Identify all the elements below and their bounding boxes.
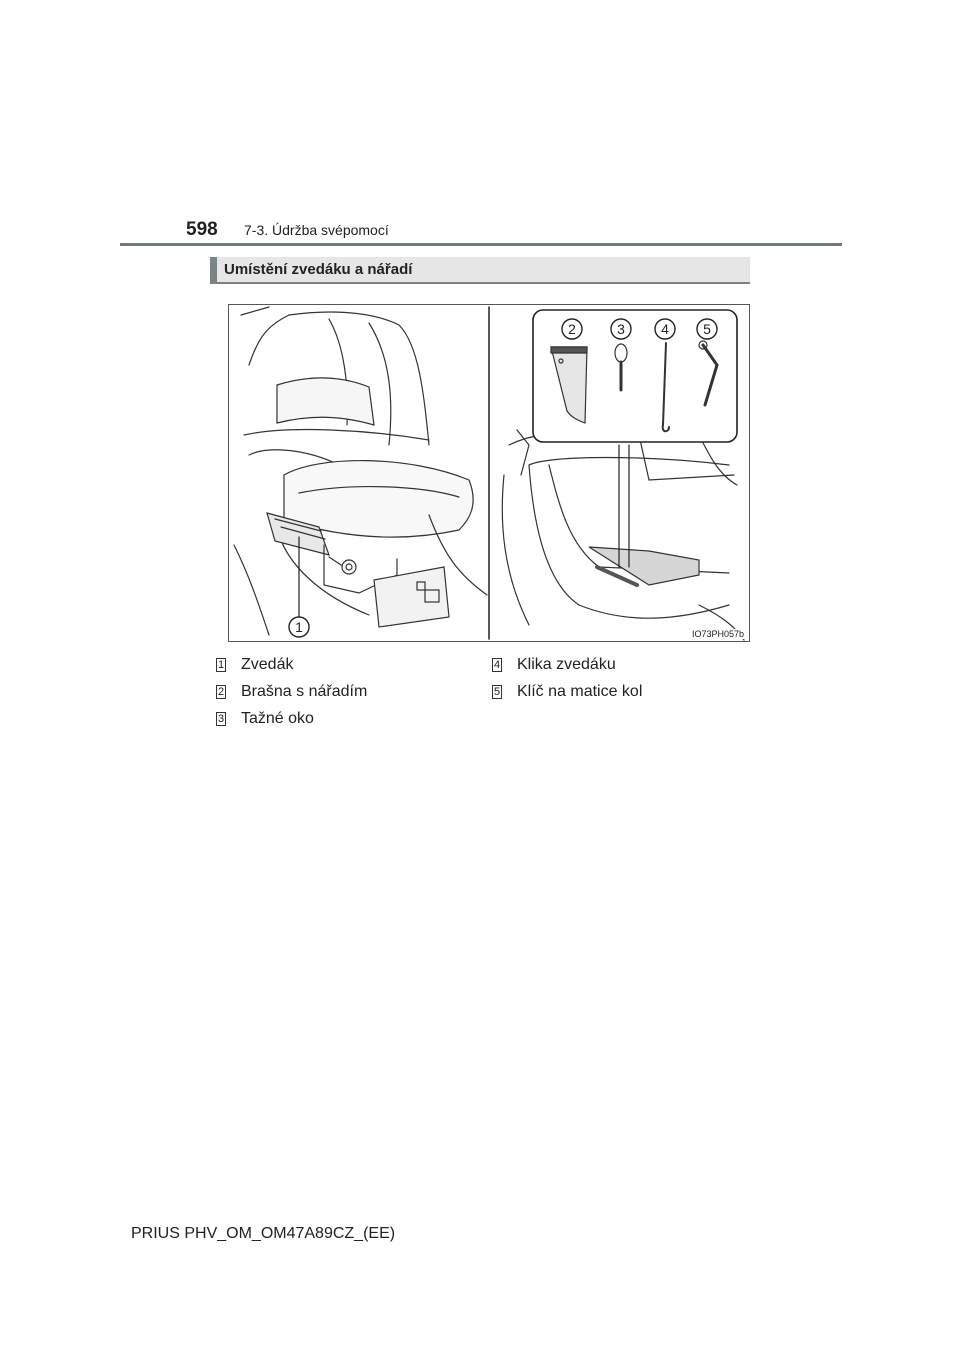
legend-label: Tažné oko [241, 710, 314, 727]
legend-item [216, 708, 314, 730]
legend-number: 2 [217, 686, 225, 698]
legend-number: 3 [217, 713, 225, 725]
page-number: 598 [186, 219, 218, 240]
legend-label: Klíč na matice kol [517, 683, 643, 700]
figure-code: IO73PH057b [691, 629, 744, 639]
callout-5-label: 5 [703, 321, 711, 337]
legend-item [216, 681, 367, 703]
legend-label: Brašna s nářadím [241, 683, 368, 700]
legend-item [492, 654, 616, 676]
illustration-figure [228, 304, 750, 642]
legend-label: Klika zvedáku [517, 656, 616, 673]
legend-number: 1 [217, 659, 225, 671]
section-title: 7-3. Údržba svépomocí [244, 222, 389, 238]
header-rule [120, 243, 842, 246]
legend-number: 5 [493, 686, 501, 698]
document-footer: PRIUS PHV_OM_OM47A89CZ_(EE) [131, 1225, 396, 1242]
callout-2-label: 2 [568, 321, 576, 337]
legend-item [216, 654, 293, 676]
subheading-text: Umístění zvedáku a nářadí [224, 261, 413, 278]
legend-label: Zvedák [241, 656, 294, 673]
legend-number: 4 [493, 659, 501, 671]
legend-item [492, 681, 642, 703]
callout-1-label: 1 [295, 619, 303, 635]
callout-3-label: 3 [617, 321, 625, 337]
subheading-accent-bar [210, 257, 217, 282]
subheading [210, 257, 750, 284]
illustration-drawing [229, 305, 751, 643]
callout-4-label: 4 [661, 321, 669, 337]
